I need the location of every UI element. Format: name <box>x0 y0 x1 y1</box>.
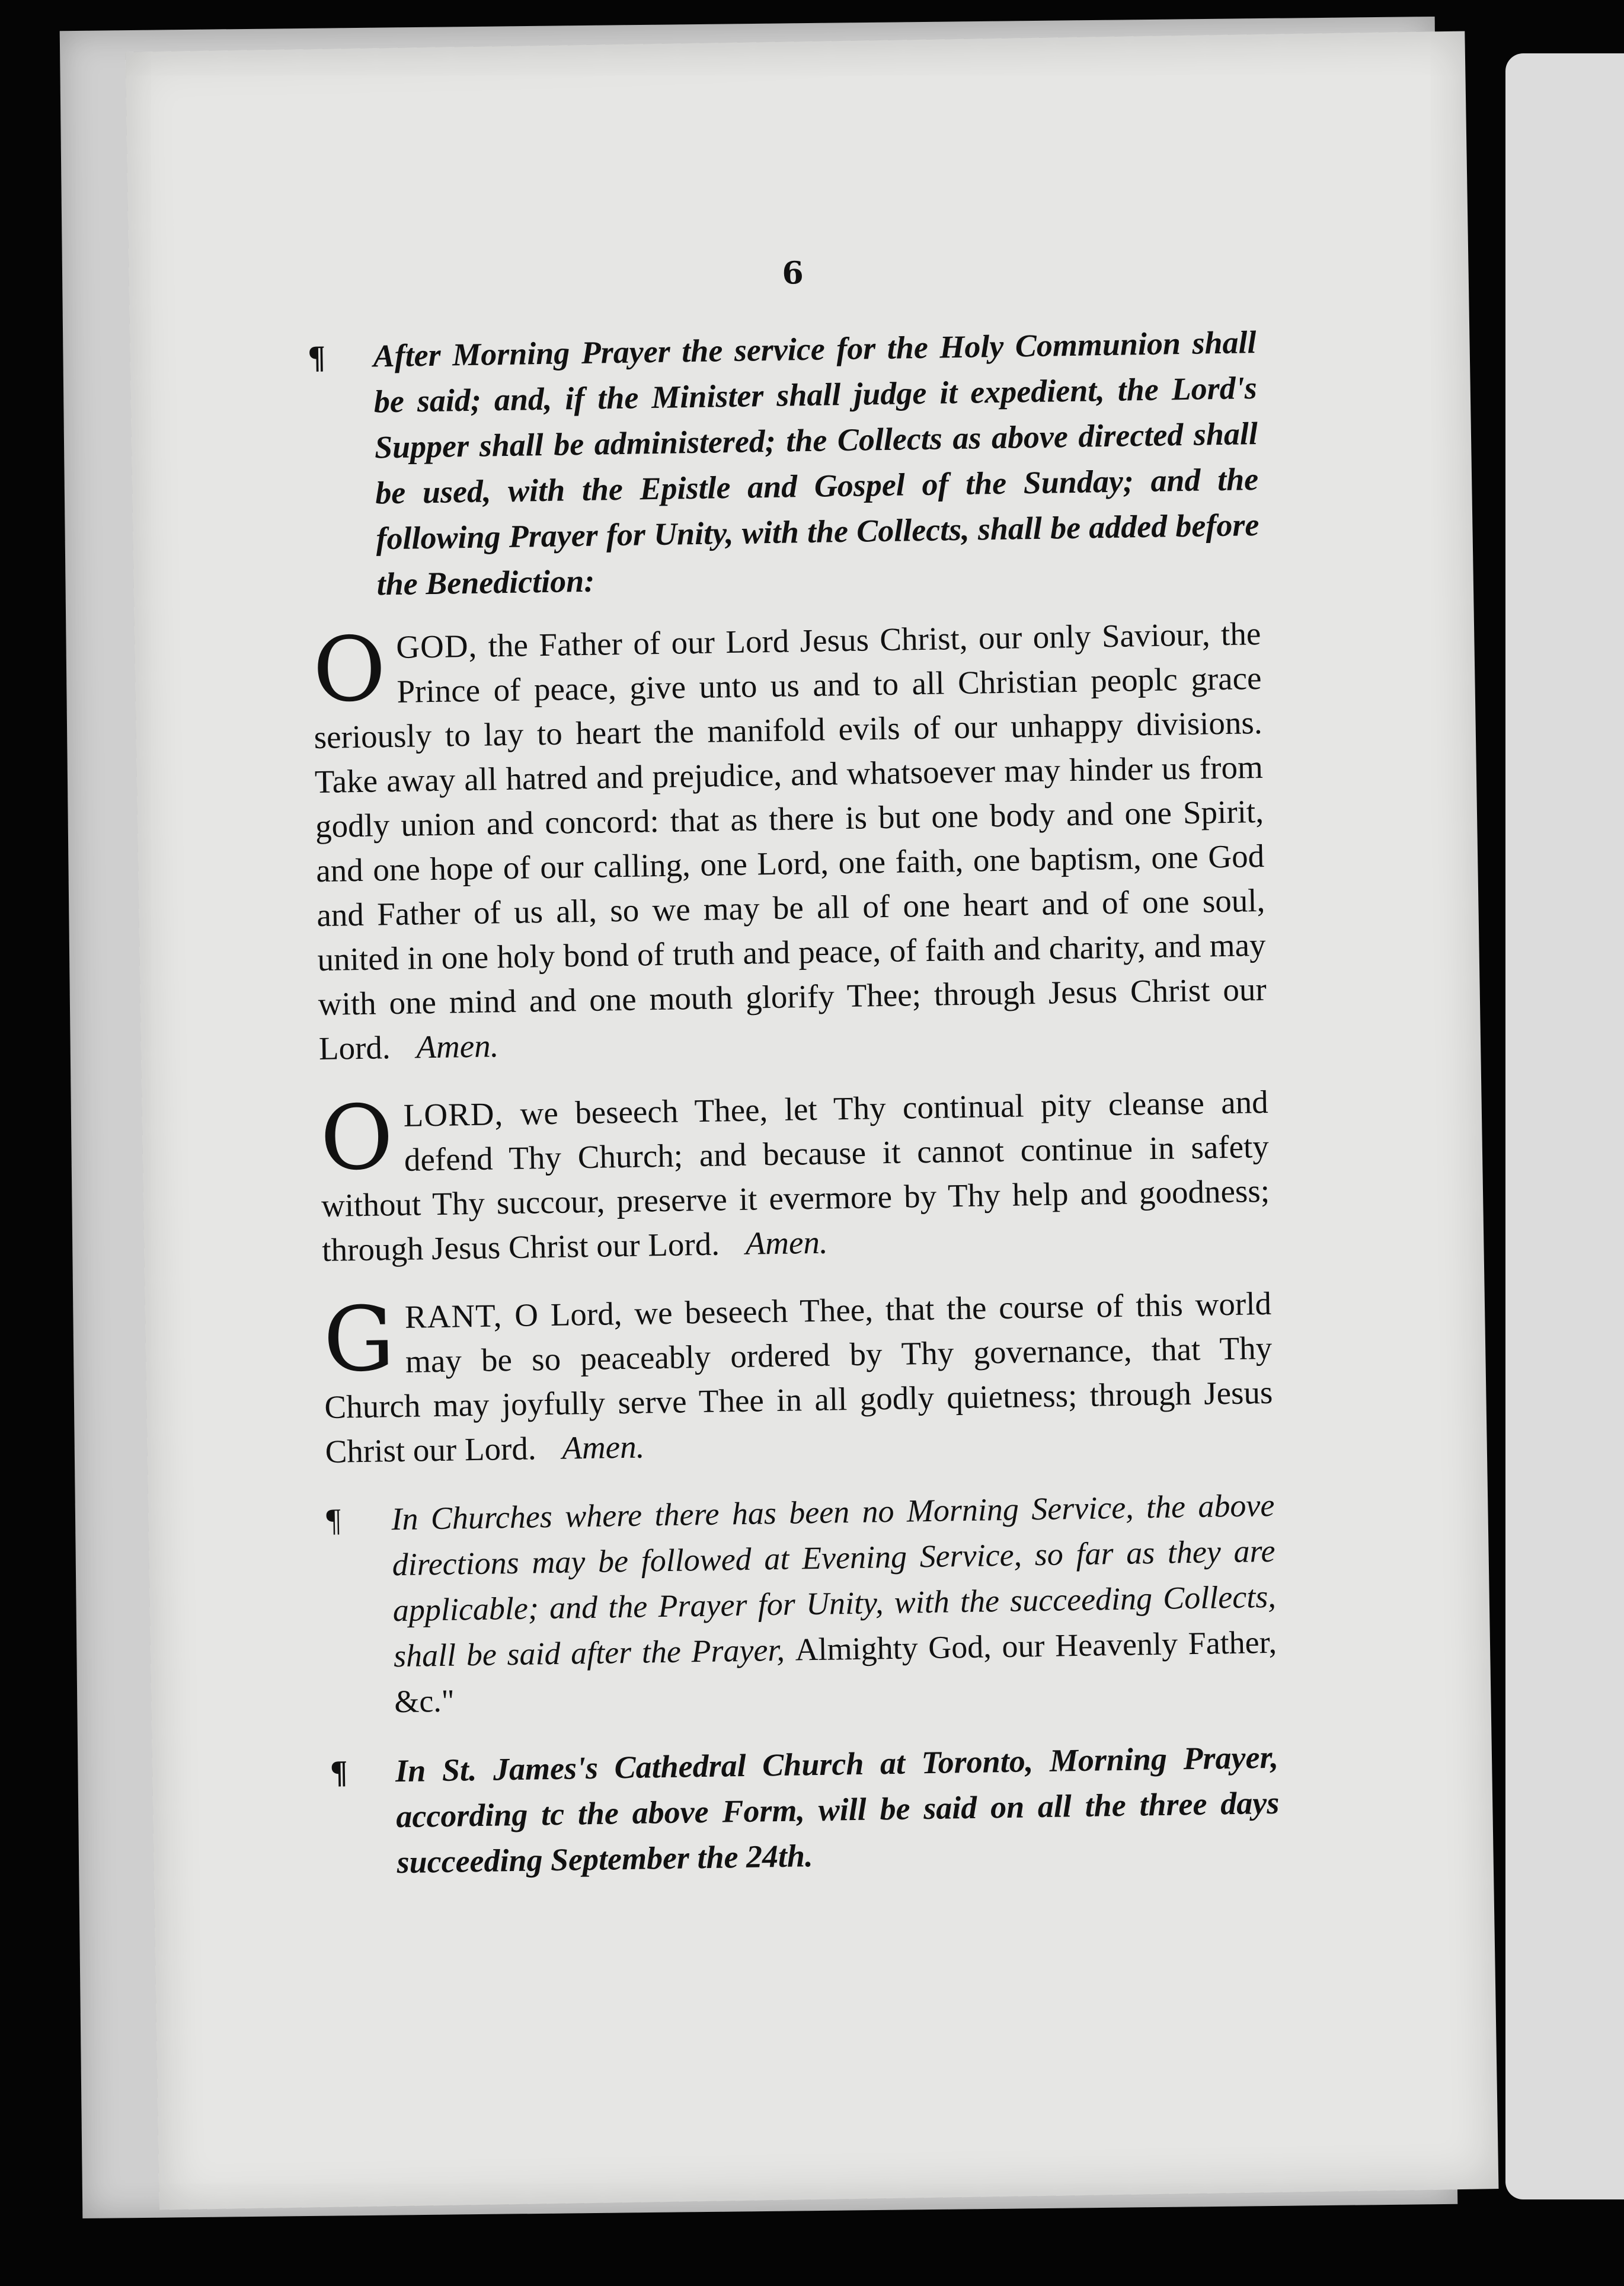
rubric-text: After Morning Prayer the service for the Holy Communion shall be said; and, if the Minister shall judge it expedient, the Lord's Supper shall be administered; the Collects as above directed shall be used, with the Epistle and Gospel of the Sunday; and the following Prayer for Unity, with the Collects, shall be added before the Benediction: <box>373 324 1259 602</box>
prayer-opening-word: LORD, <box>403 1096 504 1134</box>
collect-peace <box>323 1281 1274 1474</box>
rubric-text: In Churches where there has been no Morning Service, the above directions may be followed at Evening Service, so far as they are applicable; and the Prayer for Unity, with the succeeding Collects, shall be said after the Prayer, <box>391 1487 1277 1674</box>
prayer-text: the Father of our Lord Jesus Christ, our only Saviour, the Prince of peace, give unto us and to all Christian peoplc grace seriously to lay to heart the manifold evils of our unhappy divisions. Take away all hatred and prejudice, and whatsoever may hinder us from godly union and concord: that as there is but one body and one Spirit, and one hope of our calling, one Lord, one faith, one baptism, one God and Father of us all, so we may be all of one heart and of one soul, united in one holy bond of truth and peace, of faith and charity, and may with one mind and one mouth glorify Thee; through Jesus Christ our Lord. <box>314 615 1267 1067</box>
prayer-opening-word: GOD, <box>395 627 478 665</box>
prayer-opening-word: RANT, <box>404 1297 503 1335</box>
drop-cap: G <box>322 1288 395 1392</box>
pilcrow-mark: ¶ <box>308 339 326 375</box>
collect-church <box>319 1080 1271 1272</box>
prayer-text: we beseech Thee, let Thy continual pity cleanse and defend Thy Church; and because it cannot continue in safety without Thy succour, preserve it evermore by Thy help and goodness; through Jesus Christ our Lord. <box>321 1083 1270 1269</box>
adjacent-page-edge <box>1505 53 1624 2199</box>
pilcrow-mark: ¶ <box>326 1502 341 1538</box>
page-number: 6 <box>781 255 804 292</box>
rubric-evening-service <box>326 1483 1278 1726</box>
drop-cap: O <box>319 1086 394 1191</box>
drop-cap: O <box>312 618 387 723</box>
rubric-holy-communion <box>308 320 1260 608</box>
rubric-text: In St. James's Cathedral Church at Toronto, Morning Prayer, according tc the above Form, will be said on all the three days succeeding September the 24th. <box>395 1739 1280 1880</box>
prayer-for-unity <box>312 611 1268 1071</box>
document-page <box>126 31 1499 2210</box>
amen: Amen. <box>561 1428 645 1466</box>
rubric-toronto <box>330 1735 1280 1886</box>
page-text <box>306 248 1280 1904</box>
pilcrow-mark: ¶ <box>330 1754 348 1790</box>
rubric-prayer-reference: Almighty God, our Heavenly Father, &c." <box>394 1624 1277 1720</box>
prayer-text: O Lord, we beseech Thee, that the course of this world may be so peaceably ordered by Thy governance, that Thy Church may joyfully serve Thee in all godly quietness; through Jesus Christ our Lord. <box>324 1285 1273 1470</box>
amen: Amen. <box>415 1027 499 1065</box>
amen: Amen. <box>745 1224 829 1262</box>
